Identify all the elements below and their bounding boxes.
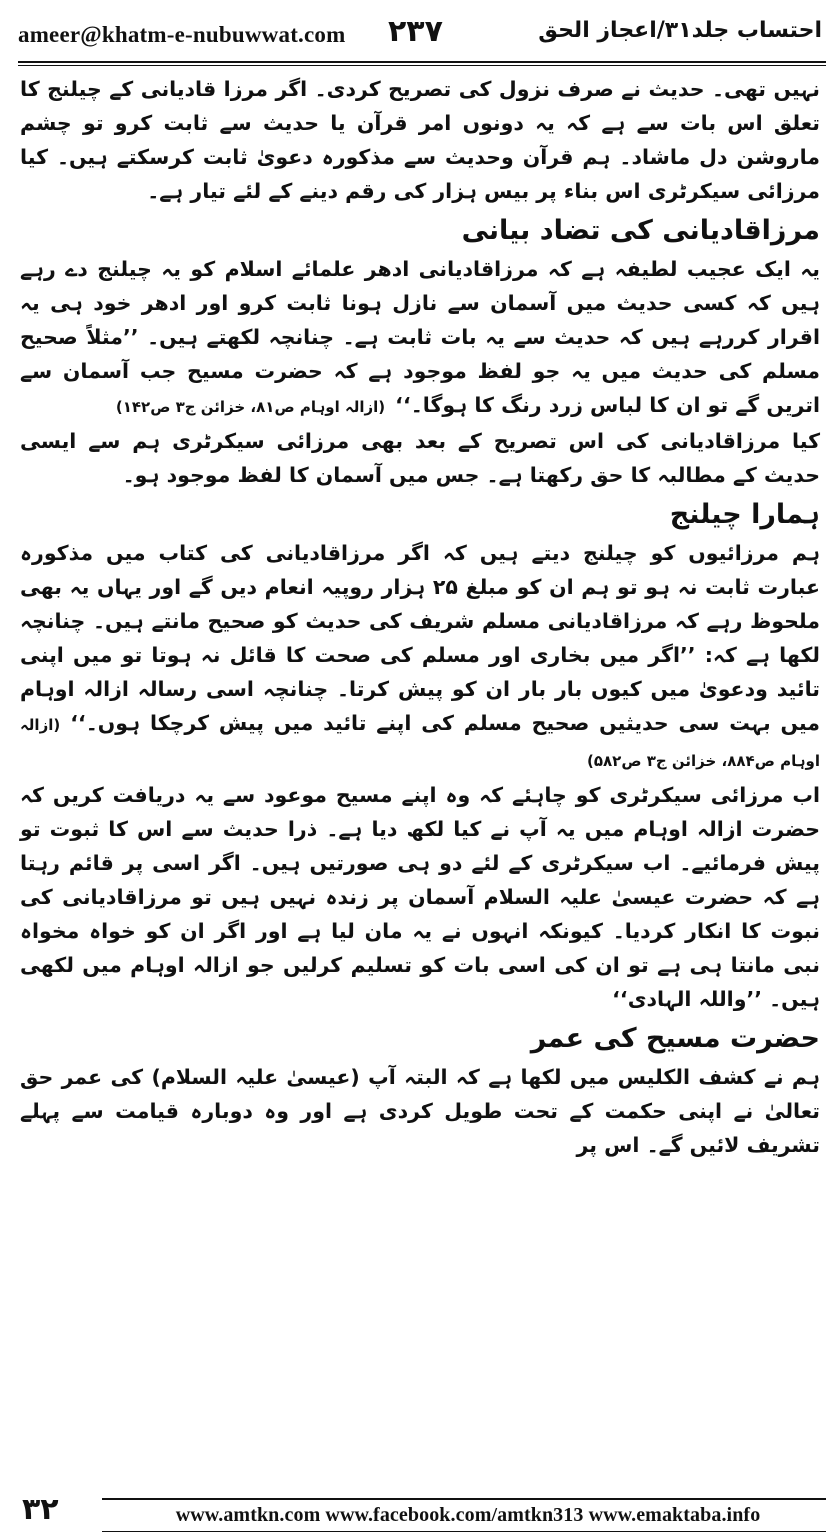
- paragraph-text: ہم مرزائیوں کو چیلنج دیتے ہیں کہ اگر مرزاقادیانی کی کتاب میں مذکورہ عبارت ثابت نہ ہو تو ہم ان کو مبلغ ۲۵ ہزار روپیہ انعام دیں گے اور یہاں یہ بھی ملحوظ رہے کہ مرزاقادیانی مسلم شریف کی حدیث کو صحیح مانتے ہیں۔ چنانچہ لکھا ہے کہ: ’’اگر میں بخاری اور مسلم کی صحت کا قائل نہ ہوتا تو میں اپنی تائید ودعویٰ میں کیوں بار بار ان کو پیش کرتا۔ چنانچہ اسی رسالہ ازالہ اوہام میں بہت سی حدیثیں صحیح مسلم کی اپنے تائید میں پیش کرچکا ہوں۔‘‘: [20, 541, 820, 735]
- paragraph: [20, 1060, 820, 1162]
- paragraph: [20, 778, 820, 1016]
- section-heading: مرزاقادیانی کی تضاد بیانی: [461, 215, 820, 246]
- paragraph: [20, 72, 820, 208]
- citation: (ازالہ اوہام ص۸۸۴، خزائن ج۳ ص۵۸۲): [20, 716, 820, 770]
- paragraph: [20, 536, 820, 778]
- header-book-title: احتساب جلد۳۱/اعجاز الحق: [538, 18, 822, 43]
- paragraph: [20, 252, 820, 424]
- page-header: [0, 0, 840, 64]
- paragraph-text: یہ ایک عجیب لطیفہ ہے کہ مرزاقادیانی ادھر علمائے اسلام کو یہ چیلنج دے رہے ہیں کہ کسی حدیث میں آسمان سے نازل ہونا ثابت کرو اور ادھر خود ہی یہ اقرار کررہے ہیں کہ حدیث سے یہ بات ثابت ہے۔ چنانچہ لکھتے ہیں۔ ’’مثلاً صحیح مسلم کی حدیث میں یہ جو لفظ موجود ہے کہ حضرت مسیح جب آسمان سے اتریں گے تو ان کا لباس زرد رنگ کا ہوگا۔‘‘: [20, 257, 820, 417]
- header-page-number: ۲۳۷: [388, 14, 443, 49]
- section-heading: ہمارا چیلنج: [669, 499, 820, 530]
- footer-page-number: ۳۲: [22, 1492, 59, 1527]
- paragraph-text: اب مرزائی سیکرٹری کو چاہئے کہ وہ اپنے مسیح موعود سے یہ دریافت کریں کہ حضرت ازالہ اوہام میں یہ آپ نے کیا لکھ دیا ہے۔ ذرا حدیث سے اس کا ثبوت تو پیش فرمائیے۔ اب سیکرٹری کے لئے دو ہی صورتیں ہیں۔ اگر اسی پر قائم رہتا ہے کہ حضرت عیسیٰ علیہ السلام آسمان پر زندہ نہیں ہیں تو مرزاقادیانی کی نبوت کا انکار کردیا۔ کیونکہ انہوں نے یہ مان لیا ہے اور اگر ان کو خواہ مخواہ نبی مانتا ہی ہے تو ان کی اسی بات کو تسلیم کرلیں جو ازالہ اوہام میں لکھی ہیں۔ ’’واللہ الہادی‘‘: [20, 783, 820, 1011]
- section-heading: حضرت مسیح کی عمر: [530, 1023, 820, 1054]
- page-footer: [0, 1484, 840, 1540]
- header-divider: [18, 61, 826, 66]
- page-body: [20, 72, 820, 1162]
- paragraph-text: کیا مرزاقادیانی کی اس تصریح کے بعد بھی مرزائی سیکرٹری ہم سے ایسی حدیث کے مطالبہ کا حق رکھتا ہے۔ جس میں آسمان کا لفظ موجود ہو۔: [20, 429, 820, 487]
- footer-divider-bottom: [102, 1531, 826, 1532]
- paragraph-text: ہم نے کشف الکلیس میں لکھا ہے کہ البتہ آپ (عیسیٰ علیہ السلام) کی عمر حق تعالیٰ نے اپنی حکمت کے تحت طویل کردی ہے اور وہ دوبارہ قیامت سے پہلے تشریف لائیں گے۔ اس پر: [20, 1065, 820, 1157]
- paragraph: [20, 424, 820, 492]
- footer-urls: www.amtkn.com www.facebook.com/amtkn313 www.emaktaba.info: [175, 1504, 761, 1526]
- header-email: ameer@khatm-e-nubuwwat.com: [18, 22, 346, 47]
- citation: (ازالہ اوہام ص۸۱، خزائن ج۳ ص۱۴۲): [115, 398, 386, 416]
- paragraph-text: نہیں تھی۔ حدیث نے صرف نزول کی تصریح کردی۔ اگر مرزا قادیانی کے چیلنج کا تعلق اس بات سے ہے کہ یہ دونوں امر قرآن یا حدیث سے ثابت کرو تو چشم ماروشن دل ماشاد۔ ہم قرآن وحدیث سے مذکورہ دعویٰ ثابت کرسکتے ہیں۔ کیا مرزائی سیکرٹری اس بناء پر بیس ہزار کی رقم دینے کے لئے تیار ہے۔: [20, 77, 820, 203]
- footer-divider-top: [102, 1498, 826, 1500]
